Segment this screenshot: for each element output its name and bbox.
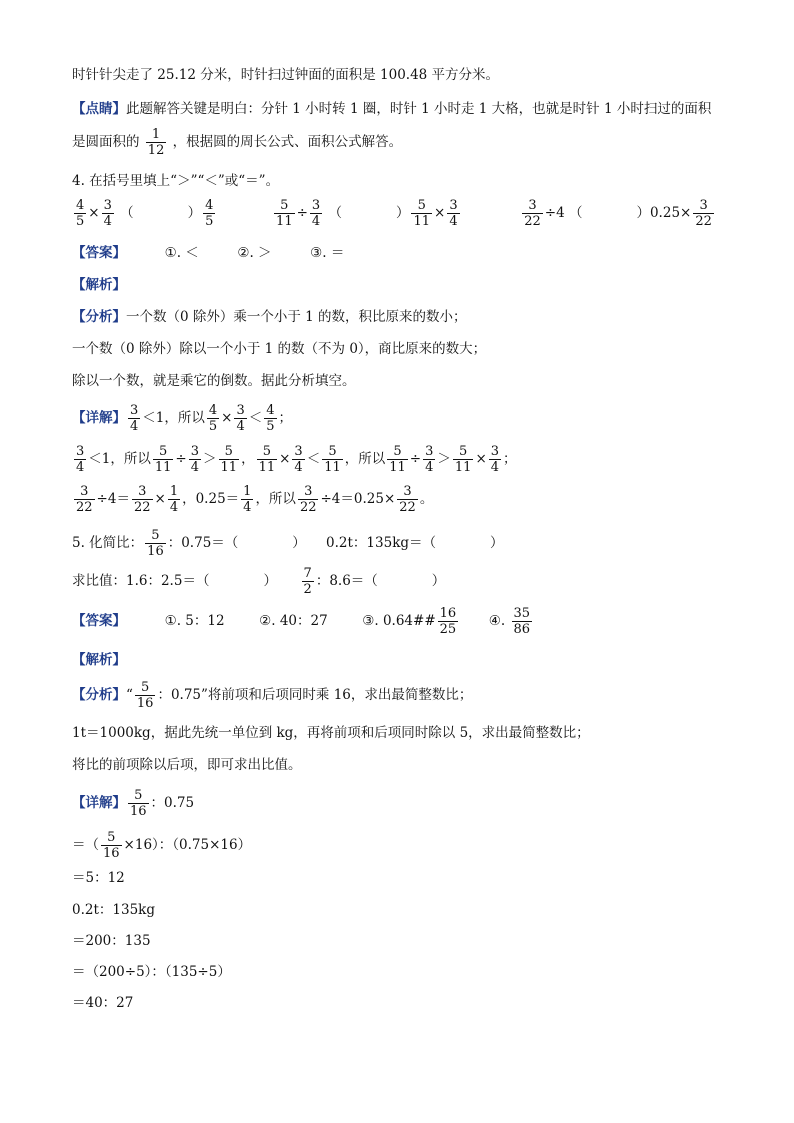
denominator: 5 [205, 214, 214, 229]
detail-text: ＜1，所以 [142, 410, 205, 426]
text-line: 时针针尖走了 25.12 分米，时针扫过钟面的面积是 100.48 平方分米。 [72, 67, 500, 83]
numerator: 3 [304, 484, 313, 499]
answer-tag: 【答案】 [72, 245, 126, 261]
detail-line: 【详解】 $\frac{3}{4}$ ＜1，所以 $\frac{4}{5}$ × $\frac{3}{4}$ ＜ $\frac{4}{5}$ ； [72, 403, 293, 434]
numerator: 3 [490, 444, 500, 459]
fraction [74, 484, 95, 515]
operator: × [434, 205, 446, 221]
denominator: 2 [303, 582, 312, 597]
denominator: 22 [399, 500, 416, 515]
analysis-line: 将比的前项除以后项，即可求出比值。 [72, 757, 302, 773]
numerator: 5 [417, 198, 426, 213]
analysis-tag-label: 【解析】 [72, 277, 126, 293]
detail-line [72, 484, 433, 515]
fraction [322, 444, 343, 475]
fraction [411, 198, 432, 229]
answer-line [72, 606, 534, 637]
denominator: 11 [413, 214, 431, 229]
fraction [101, 830, 122, 861]
operator: ＜ [306, 451, 321, 467]
denominator: 5 [266, 419, 275, 434]
answer-item: ②. ＞ [237, 245, 272, 261]
detail-line: ＝40：27 [72, 995, 134, 1011]
analysis-text: ：0.75”将前项和后项同时乘 16，求出最简整数比； [157, 687, 473, 703]
numerator: 1 [243, 484, 252, 499]
operator: ＝ [340, 491, 354, 507]
analysis-text: 一个数（0 除外）乘一个小于 1 的数，积比原来的数小； [126, 309, 467, 325]
question-5-line-2 [72, 566, 445, 597]
analysis-tag [72, 276, 126, 294]
answer-blank: （ ） [328, 205, 410, 221]
tip-tag: 【点睛】 [72, 101, 126, 117]
fenxi-tag: 【分析】 [72, 309, 126, 325]
fraction [219, 444, 240, 475]
denominator: 16 [130, 804, 147, 819]
number: 4 [556, 205, 565, 221]
fraction [310, 198, 322, 229]
numerator: 3 [294, 444, 303, 459]
numerator: 3 [403, 484, 412, 499]
denominator: 4 [294, 460, 303, 475]
fraction [74, 444, 86, 475]
question-text: 求比值：1.6：2.5＝（ ） [72, 573, 277, 589]
denominator: 22 [695, 214, 712, 229]
tip-text: 此题解答关键是明白：分针 1 小时转 1 圈，时针 1 小时走 1 大格，也就是时针 1 小时扫过的面积 [126, 101, 712, 117]
operator: ÷ [409, 451, 422, 467]
numerator: 16 [439, 606, 457, 621]
fraction [128, 403, 140, 434]
denominator: 16 [147, 544, 164, 559]
fraction [423, 444, 435, 475]
fraction [153, 444, 174, 475]
operator: ÷ [296, 205, 308, 221]
answer-line [72, 244, 344, 262]
answer-item: ①. ＜ [164, 245, 199, 261]
analysis-text: “ [126, 687, 133, 703]
detail-text: ，0.25＝ [182, 491, 240, 507]
analysis-line [72, 680, 472, 711]
denominator: 12 [147, 143, 165, 158]
detail-tag: 【详解】 [72, 795, 126, 811]
operator: ÷ [96, 491, 108, 507]
fraction [693, 198, 714, 229]
fraction [397, 484, 418, 515]
analysis-line: 1t＝1000kg，据此先统一单位到 kg，再将前项和后项同时除以 5，求出最简整数比； [72, 725, 590, 741]
detail-line [72, 830, 251, 861]
detail-line: 0.2t：135kg [72, 902, 155, 918]
detail-line [72, 788, 194, 819]
fraction [146, 127, 167, 158]
numerator: 5 [459, 444, 468, 459]
numerator: 4 [76, 198, 85, 213]
fraction [292, 444, 304, 475]
denominator: 11 [324, 460, 341, 475]
numerator: 5 [159, 444, 168, 459]
tip-line-2 [72, 127, 402, 158]
operator: ＞ [203, 451, 217, 467]
fraction [453, 444, 474, 475]
fenxi-tag: 【分析】 [72, 687, 126, 703]
numerator: 3 [138, 484, 147, 499]
operator: ÷ [544, 205, 557, 221]
operator: × [279, 451, 291, 467]
denominator: 22 [133, 500, 151, 515]
question-text: ：8.6＝（ ） [315, 573, 446, 589]
tip-text: 是圆面积的 [72, 134, 140, 150]
numerator: 3 [103, 198, 112, 213]
denominator: 5 [208, 419, 218, 434]
numerator: 3 [130, 403, 139, 418]
denominator: 11 [258, 460, 276, 475]
fraction [128, 788, 149, 819]
detail-text: ＝（ [72, 837, 99, 853]
answer-blank: （ ） [120, 205, 202, 221]
detail-text: 。 [419, 491, 434, 507]
numerator: 4 [266, 403, 275, 418]
fraction [264, 403, 276, 434]
fraction [189, 444, 201, 475]
denominator: 4 [236, 419, 245, 434]
tip-text: ，根据圆的周长公式、面积公式解答。 [172, 134, 403, 150]
denominator: 4 [169, 500, 179, 515]
denominator: 11 [276, 214, 293, 229]
fraction [145, 528, 166, 559]
denominator: 22 [299, 500, 317, 515]
question-text: ：0.75＝（ ） 0.2t：135kg＝（ ） [167, 535, 504, 551]
fraction [207, 403, 219, 434]
numerator: 4 [208, 403, 218, 418]
numerator: 5 [224, 444, 233, 459]
fraction [102, 198, 114, 229]
operator: × [154, 491, 166, 507]
denominator: 4 [190, 460, 200, 475]
numerator: 3 [425, 444, 434, 459]
operator: ＜ [248, 410, 263, 426]
detail-text: ＜1，所以 [88, 451, 151, 467]
numerator: 5 [328, 444, 337, 459]
fraction [203, 198, 215, 229]
operator: × [475, 451, 487, 467]
analysis-line [72, 308, 467, 326]
operator: × [88, 205, 100, 221]
numerator: 1 [169, 484, 179, 499]
analysis-tag [72, 651, 126, 669]
denominator: 86 [513, 622, 531, 637]
denominator: 25 [439, 622, 457, 637]
numerator: 4 [205, 198, 214, 213]
number: 4 [331, 491, 341, 507]
numerator: 3 [449, 198, 458, 213]
detail-text: ，所以 [255, 491, 296, 507]
denominator: 11 [454, 460, 472, 475]
denominator: 22 [76, 500, 93, 515]
numerator: 3 [236, 403, 245, 418]
denominator: 4 [76, 460, 85, 475]
numerator: 5 [393, 444, 402, 459]
denominator: 4 [103, 214, 112, 229]
numerator: 3 [528, 198, 537, 213]
denominator: 16 [103, 846, 120, 861]
answer-item: ②. 40：27 [259, 613, 328, 629]
fraction [447, 198, 459, 229]
fraction [512, 606, 533, 637]
denominator: 4 [425, 460, 434, 475]
answer-item: ④. [488, 613, 506, 629]
answer-blank: （ ） [568, 205, 650, 221]
numerator: 3 [311, 198, 321, 213]
question-5-title: 5. 化简比： [72, 535, 144, 551]
operator: ÷ [175, 451, 187, 467]
denominator: 4 [490, 460, 500, 475]
fraction [274, 198, 295, 229]
analysis-line: 一个数（0 除外）除以一个小于 1 的数（不为 0），商比原来的数大； [72, 341, 487, 357]
numerator: 3 [80, 484, 89, 499]
denominator: 4 [449, 214, 458, 229]
detail-tag: 【详解】 [72, 410, 126, 426]
fraction [298, 484, 319, 515]
analysis-tag-label: 【解析】 [72, 652, 126, 668]
numerator: 3 [190, 444, 200, 459]
denominator: 11 [389, 460, 406, 475]
denominator: 11 [154, 460, 172, 475]
answer-item: ③. 0.64## [362, 613, 436, 629]
denominator: 22 [524, 214, 541, 229]
fraction [241, 484, 253, 515]
question-5-line-1 [72, 528, 504, 559]
fraction [257, 444, 278, 475]
detail-line: ＝200：135 [72, 933, 151, 949]
fraction [168, 484, 180, 515]
denominator: 4 [243, 500, 252, 515]
numerator: 5 [280, 198, 289, 213]
fraction [132, 484, 153, 515]
denominator: 11 [220, 460, 238, 475]
analysis-line: 除以一个数，就是乘它的倒数。据此分析填空。 [72, 373, 356, 389]
operator: ＝ [116, 491, 130, 507]
fraction [489, 444, 501, 475]
detail-line: $\frac{3}{4}$ ＜1，所以 $\frac{5}{11}$ ÷ $\frac{3}{4}$ ＞ $\frac{5}{11}$ ， $\frac{5}{11}$ × $\frac{3}{4}$ ＜ $\frac{5}{11}$ ，所以 $\frac{5}{11}$ ÷ $\frac{3}{4}$ ＞ $\frac{5}{11}$ × $\frac{3}{4}$ ； [76, 444, 517, 475]
numerator: 35 [513, 606, 531, 621]
fraction [74, 198, 86, 229]
tip-line [72, 100, 711, 118]
numerator: 5 [262, 444, 271, 459]
fraction [135, 680, 156, 711]
operator: ＞ [437, 451, 451, 467]
denominator: 4 [130, 419, 139, 434]
question-4-items [72, 198, 716, 229]
operator: ÷ [320, 491, 332, 507]
numerator: 5 [134, 788, 143, 803]
detail-line: ＝5：12 [72, 870, 125, 886]
fraction [234, 403, 246, 434]
numerator: 3 [699, 198, 708, 213]
answer-item: ③. ＝ [310, 245, 345, 261]
number: 4 [107, 491, 117, 507]
fraction [387, 444, 408, 475]
numerator: 5 [141, 680, 150, 695]
operator: × [680, 205, 692, 221]
answer-item: ①. 5：12 [164, 613, 225, 629]
number: 0.25 [649, 205, 681, 221]
numerator: 7 [303, 566, 312, 581]
denominator: 4 [311, 214, 321, 229]
denominator: 5 [76, 214, 85, 229]
fraction [302, 566, 314, 597]
numerator: 1 [151, 127, 161, 142]
operator: × [383, 491, 396, 507]
fraction [522, 198, 543, 229]
answer-tag: 【答案】 [72, 613, 126, 629]
numerator: 5 [107, 830, 116, 845]
operator: × [221, 410, 233, 426]
denominator: 16 [136, 696, 154, 711]
numerator: 5 [151, 528, 160, 543]
detail-text: ，所以 [344, 451, 386, 467]
detail-text: ×16）：（0.75×16） [123, 837, 252, 853]
fraction [438, 606, 459, 637]
detail-line: ＝（200÷5）：（135÷5） [72, 964, 231, 980]
question-4-title: 4. 在括号里填上“＞”“＜”或“＝”。 [72, 173, 280, 189]
detail-text: ：0.75 [150, 795, 195, 811]
numerator: 3 [76, 444, 85, 459]
number: 0.25 [353, 491, 384, 507]
